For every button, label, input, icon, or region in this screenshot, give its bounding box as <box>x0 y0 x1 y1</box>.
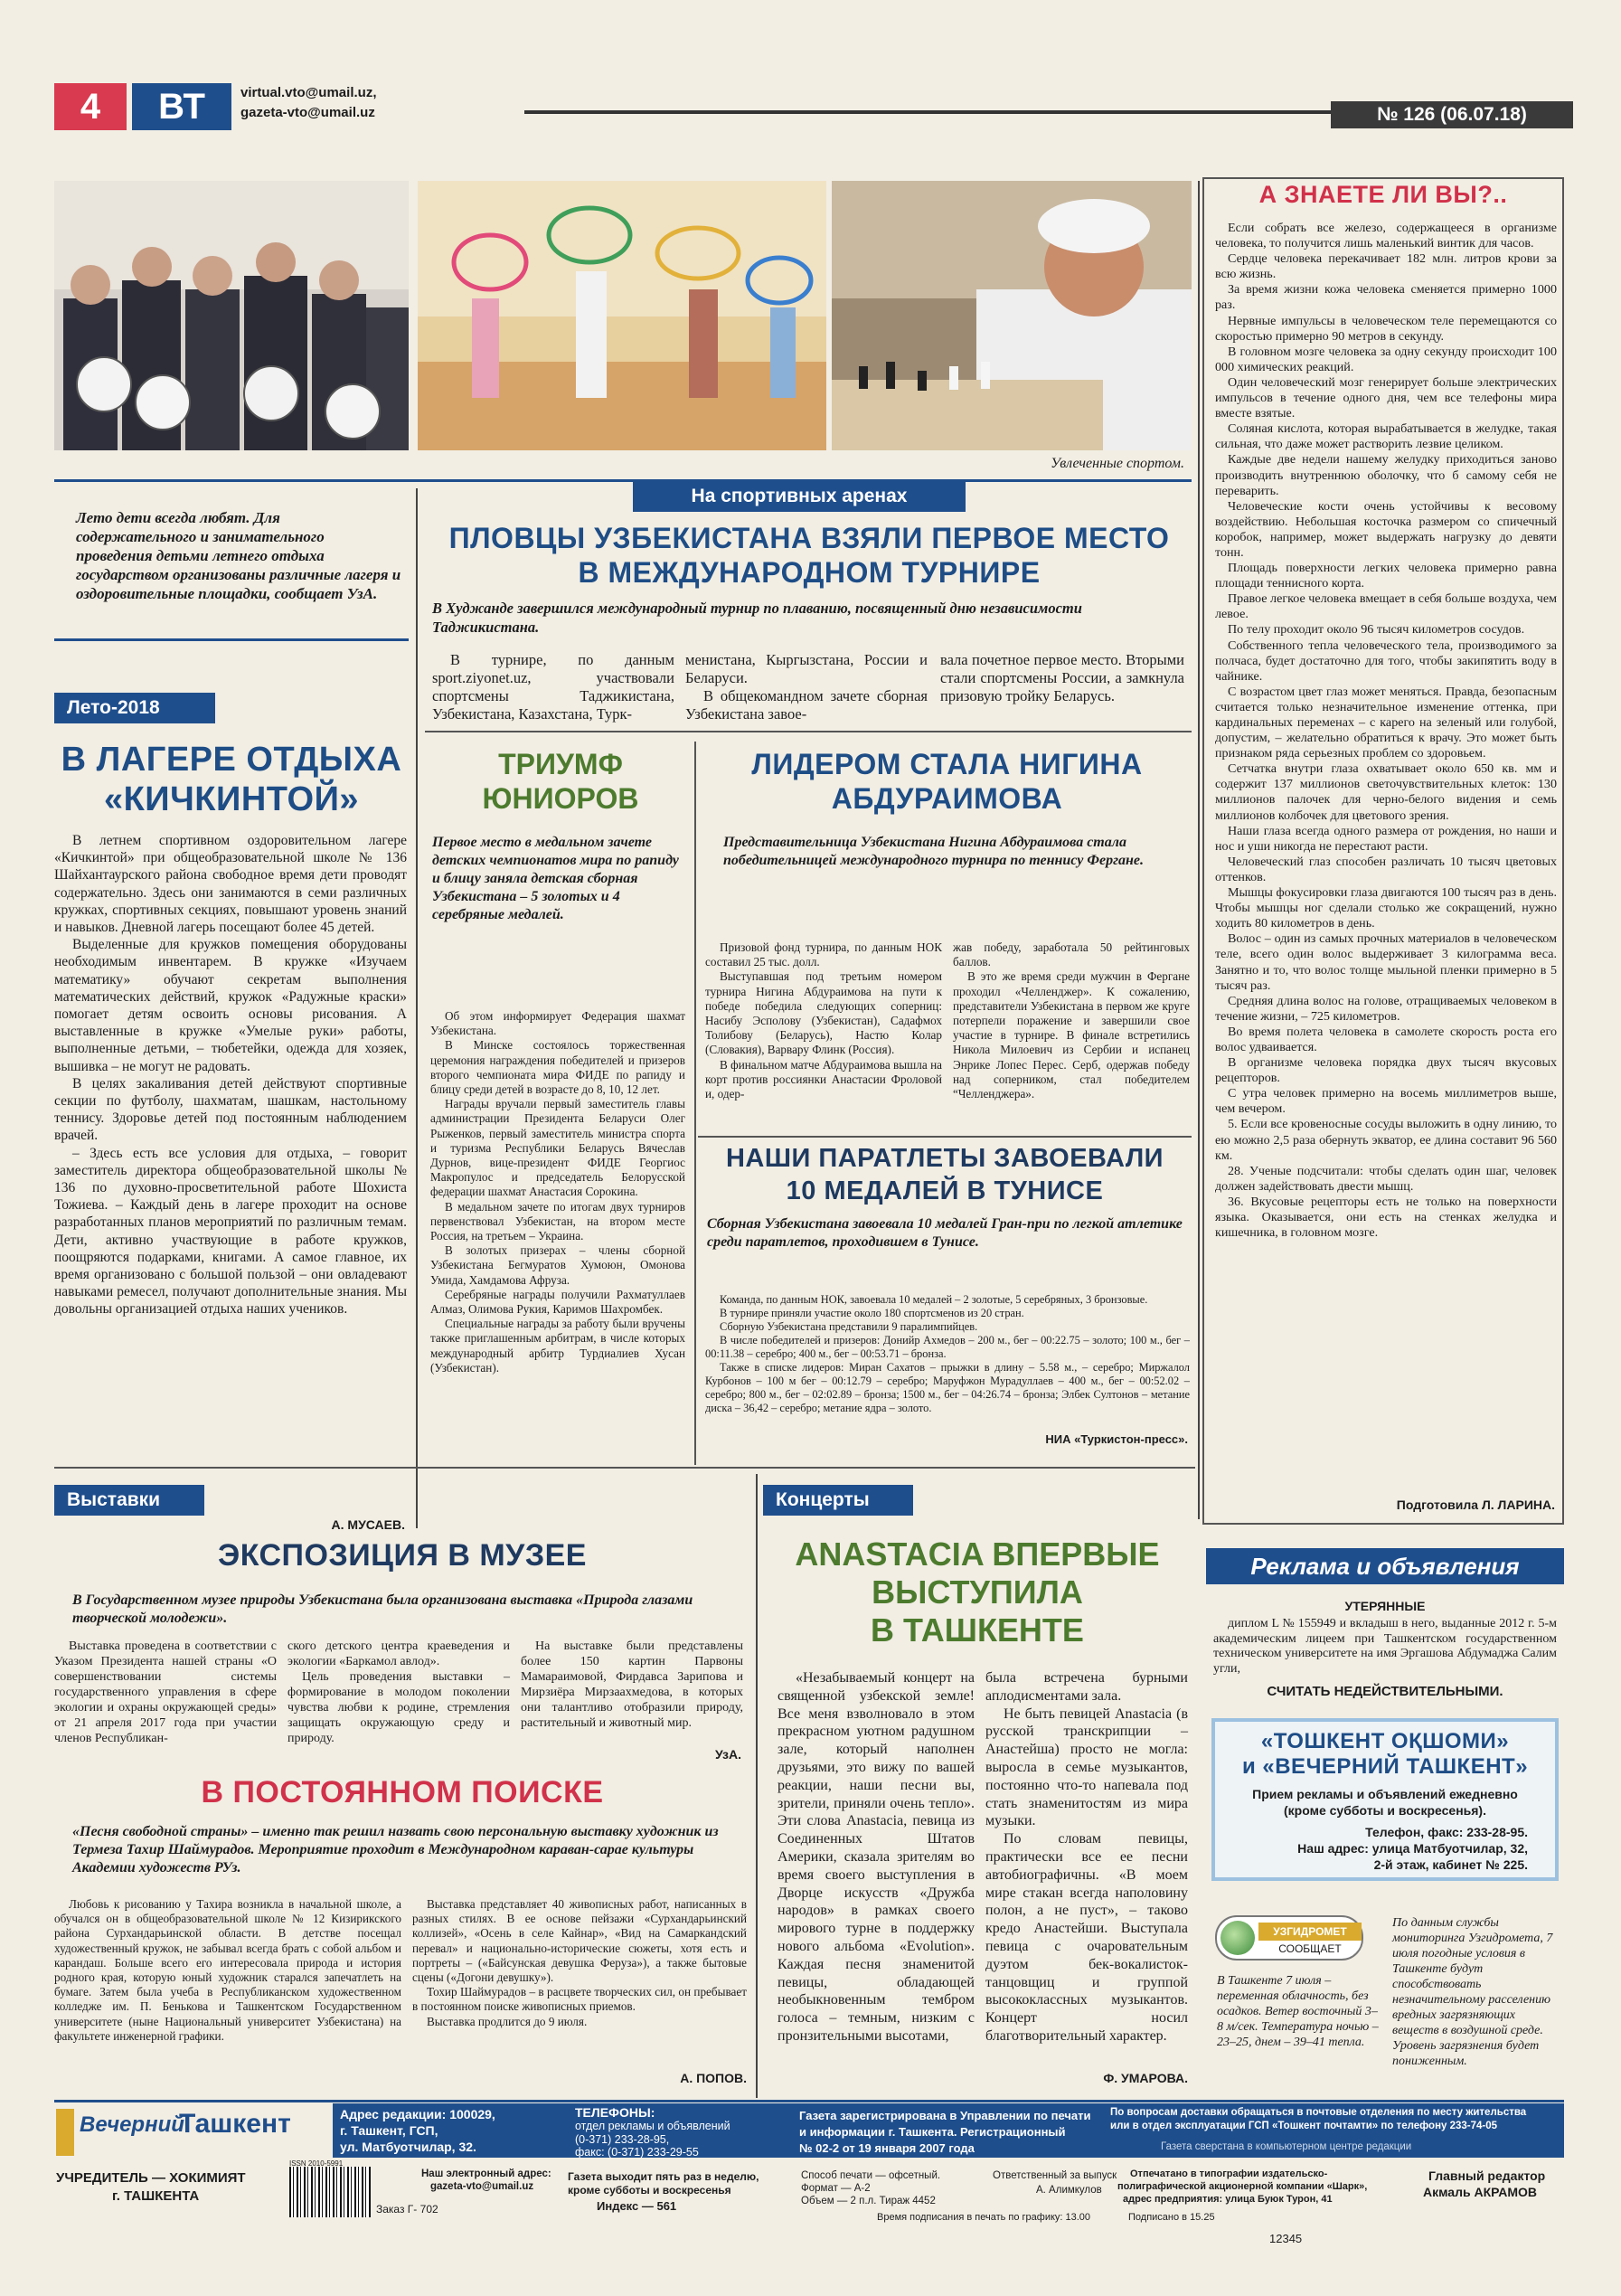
footer-signed-label: Время подписания в печать по графику: 13.00 <box>877 2212 1091 2223</box>
chess-paragraph: В медальном зачете по итогам двух турниров первенствовал Узбекистан, на втором месте Россия, на третьем – Украина. <box>430 1199 685 1243</box>
fact-item: Сетчатка внутри глаза охватывает около 650 кв. мм и содержит 137 миллионов светочувствительных клеток: 130 миллионов палочек для черно-белого видения и семь миллионов колбочек для цветового зрения. <box>1215 761 1557 823</box>
page-header <box>54 80 1573 134</box>
photo-boy-chess <box>832 181 1192 450</box>
camp-paragraph: Выделенные для кружков помещения оборудованы необходимым инвентарем. В кружке «Изучаем математику» обучают секретам выполнения математических действий, кружок «Радужные краски» помогает детям освоить основы рисования. А выставленные в кружке «Умелые руки» работы, выполненные детьми, – тюбетейки, одежда для хозяек, вышивка – не могут не радовать. <box>54 937 407 1074</box>
concert-title-2: ВЫСТУПИЛА <box>872 1573 1083 1611</box>
photo-hula-hoop-gym <box>418 181 826 450</box>
fact-item: За время жизни кожа человека сменяется примерно 1000 раз. <box>1215 282 1557 313</box>
weather-logo-text: УЗГИДРОМЕТ <box>1258 1923 1362 1941</box>
chess-rule <box>694 742 696 1465</box>
fact-item: 36. Вкусовые рецепторы есть не только на поверхности языка. Оказывается, они есть на стенках желудка и кишечника, в головном мозге. <box>1215 1194 1557 1241</box>
search-paragraph: Любовь к рисованию у Тахира возникла в начальной школе, а обучался он в общеобразовательной школе № 12 Кизирикского района Сурхандарьинской области. В детстве посещал художественный кружок, не забывал всегда брать с собой альбом и карандаш. Больше всего его интересовала природа и история родного края, которую юный художник старался запечатлеть на бумаге. Затем была учеба в Республиканском художественном колледже им. П. Бенькова и Ташкентском Государственном университете (ныне Национальный университет Узбекистана) на факультете инженерной графики. <box>54 1897 401 2043</box>
exhibit-title: ЭКСПОЗИЦИЯ В МУЗЕЕ <box>218 1538 587 1573</box>
footer-layout-note: Газета сверстана в компьютерном центре редакции <box>1161 2141 1412 2152</box>
footer-printed-2: полиграфической акционерной компании «Шарк», <box>1117 2181 1368 2192</box>
header-email-1[interactable]: virtual.vto@umail.uz, <box>240 85 377 100</box>
ad-box-line-2: (кроме субботы и воскресенья). <box>1284 1803 1486 1818</box>
chess-lead: Первое место в медальном зачете детских чемпионатов мира по рапиду и блицу заняла детская сборная Узбекистана – 5 золотых и 4 серебряные медалей. <box>432 835 679 922</box>
fact-item: Каждые две недели нашему желудку приходиться заново производить внутреннюю оболочку, что б самому себя не переварить. <box>1215 452 1557 498</box>
tennis-lead: Представительница Узбекистана Нигина Абдураимова стала победительницей международного турнира по теннису Фергане. <box>723 835 1144 868</box>
para-paragraph: В числе победителей и призеров: Донийр Ахмедов – 200 м., бег – 00:22.75 – золото; 100 м., бег – 00:11.38 – серебро; 400 м., бег – 00:53.71 – бронза. <box>705 1334 1190 1360</box>
para-paragraph: В турнире приняли участие около 180 спортсменов из 20 стран. <box>720 1307 1024 1319</box>
tennis-paragraph: В финальном матче Абдураимова вышла на корт против россиянки Анастасии Фроловой и, одер- <box>705 1057 942 1101</box>
fact-item: В головном мозге человека за одну секунду происходит 100 000 химических реакций. <box>1215 344 1557 374</box>
search-paragraph: Выставка продлится до 9 июля. <box>427 2014 588 2028</box>
weather-logo-sub: СООБЩАЕТ <box>1278 1942 1342 1955</box>
fact-item: С утра человек примерно на восемь миллиметров выше, чем вечером. <box>1215 1086 1557 1117</box>
lost-text <box>1213 1617 1557 1677</box>
footer-address-3: ул. Матбуотчилар, 32. <box>340 2140 476 2154</box>
tennis-paragraph: жав победу, заработала 50 рейтинговых баллов. <box>953 940 1190 969</box>
photo-caption: Увлеченные спортом. <box>1051 456 1184 471</box>
exhibit-paragraph: На выставке были представлены более 150 картин Парвоны Мамараимовой, Фирдавса Зарипова и Мирзиёра Мирзаахмедова, в которых они талантливо отобразили природу, растительный и животный мир. <box>521 1639 743 1730</box>
top-rule <box>54 479 1192 482</box>
camp-paragraph: В летнем спортивном оздоровительном лагере «Кичкинтой» при общеобразовательной школе № 136 Шайхантаурского района свободное время дети проводят содержательно. Здесь они занимаются в семи различных кружках, спортивных секциях, повышают уровень знаний и навыков. Дневной лагерь посещают более 45 детей. <box>54 833 407 936</box>
newspaper-logo: ВТ <box>132 83 231 130</box>
swim-lead: В Худжанде завершился международный турнир по плаванию, посвященный дню независимости Таджикистана. <box>432 600 1082 636</box>
search-paragraph: Тохир Шаймурадов – в расцвете творческих сил, он пребывает в постоянном поиске живописных приемов. <box>412 1985 747 2014</box>
lost-title: УТЕРЯННЫЕ <box>1344 1599 1426 1613</box>
mid-rule <box>54 1467 1195 1469</box>
fact-item: С возрастом цвет глаз может меняться. Правда, безопасным считается только незначительное изменение оттенка, при кардинальных переменах – с карего на зеленый или голубой, допустим, – желательно обратиться к врачу. Это может быть признаком ряда серьезных проблем со здоровьем. <box>1215 684 1557 761</box>
footer-founder-1: УЧРЕДИТЕЛЬ — ХОКИМИЯТ <box>56 2170 246 2186</box>
tennis-title-1: ЛИДЕРОМ СТАЛА НИГИНА <box>751 748 1143 780</box>
exhibit-paragraph: Выставка проведена в соответствии с Указом Президента нашей страны «О совершенствовании системы государственного управления в сфере экологии и охраны окружающей среды» от 21 апреля 2017 года при участии членов Республикан- <box>54 1639 277 1745</box>
camp-paragraph: В целях закаливания детей действуют спортивные секции по футболу, шахматам, шашкам, настольному теннису. Здоровье детей под постоянным наблюдением врачей. <box>54 1075 407 1144</box>
footer-logo-line-1: Вечерний <box>80 2112 184 2137</box>
facts-list <box>1215 221 1557 1241</box>
footer-serial: 12345 <box>1269 2232 1303 2245</box>
swim-paragraph: вала почетное первое место. Вторыми стали спортсмены России, а замкнула призовую тройку Беларусь. <box>940 651 1184 704</box>
fact-item: Во время полета человека в самолете скорость роста его волос удваивается. <box>1215 1024 1557 1054</box>
footer-print-2: Формат — А-2 <box>801 2183 871 2194</box>
footer-founder-2: г. ТАШКЕНТА <box>112 2188 200 2204</box>
footer-reg-1: Газета зарегистрирована в Управлении по печати <box>799 2109 1091 2122</box>
chess-title-2: ЮНИОРОВ <box>482 782 639 815</box>
fact-item: Нервные импульсы в человеческом теле перемещаются со скоростью примерно 90 метров в секунду. <box>1215 313 1557 344</box>
swim-paragraph: В турнире, по данным sport.ziyonet.uz, участвовали спортсмены Таджикистана, Узбекистана, Казахстана, Турк- <box>432 651 674 723</box>
footer-delivery-1: По вопросам доставки обращаться в почтовые отделения по месту жительства <box>1110 2107 1527 2118</box>
fact-item: Сердце человека перекачивает 182 млн. литров крови за всю жизнь. <box>1215 251 1557 282</box>
weather-text-left: В Ташкенте 7 июля – переменная облачность, без осадков. Ветер восточный 3–8 м/сек. Температура ночью – 23–25, днем – 39–41 тепла. <box>1217 1974 1379 2049</box>
ad-box-title-2: и «ВЕЧЕРНИЙ ТАШКЕНТ» <box>1241 1754 1529 1779</box>
footer-signed-value: Подписано в 15.25 <box>1128 2212 1215 2223</box>
footer-index: Индекс — 561 <box>597 2199 677 2213</box>
para-signature: НИА «Туркистон-пресс». <box>1045 1432 1188 1446</box>
weather-text-right: По данным службы мониторинга Узгидромета, 7 июля погодные условия в Ташкенте будут способствовать незначительному расселению вредных загрязняющих веществ в воздушной среде. Уровень загрязнения будет пониженным. <box>1392 1916 1553 2068</box>
fact-item: Соляная кислота, которая вырабатывается в желудке, такая сильная, что даже может растворить лезвие целиком. <box>1215 421 1557 452</box>
chess-title-1: ТРИУМФ <box>498 748 623 780</box>
tennis-title-2: АБДУРАИМОВА <box>831 782 1063 815</box>
footer-tel-1: отдел рекламы и объявлений <box>575 2120 730 2132</box>
search-title: В ПОСТОЯННОМ ПОИСКЕ <box>201 1775 604 1809</box>
fact-item: По телу проходит около 96 тысяч километров сосудов. <box>1228 622 1525 638</box>
facts-signature: Подготовила Л. ЛАРИНА. <box>1396 1498 1555 1512</box>
concert-rubric: Концерты <box>763 1485 913 1516</box>
footer-reg-2: и информации г. Ташкента. Регистрационный <box>799 2125 1066 2139</box>
barcode-issn: ISSN 2010-5991 <box>289 2159 344 2168</box>
fact-item: Человеческий глаз способен различать 10 тысяч цветовых оттенков. <box>1215 854 1557 884</box>
tennis-col-1 <box>705 940 942 1101</box>
ad-box-line-1: Прием рекламы и объявлений ежедневно <box>1252 1787 1518 1801</box>
concert-col-1 <box>778 1669 975 2046</box>
intro-text: Лето дети всегда любят. Для содержательного и занимательного проведения детьми летнего отдыха государством организованы различные лагеря и оздоровительные площадки, сообщает УзА. <box>76 509 401 602</box>
fact-item: Один человеческий мозг генерирует больше электрических импульсов в течение одного дня, чем все телефоны мира вместе взятые. <box>1215 374 1557 421</box>
para-paragraph: Также в списке лидеров: Миран Сахатов – прыжки в длину – 5.58 м., – серебро; Миржалол Курбонов – 100 м бег – 00:12.79 – серебро; Маруфжон Мурадуллаев – 400 м., бег – 00:52.02 – серебро; 800 м., бег – 02:02.89 – бронза; 1500 м., бег – 04:26.74 – бронза; Элбек Султонов – метание диска – 36,42 – серебро; метание ядра – золото. <box>705 1361 1190 1414</box>
ads-header: Реклама и объявления <box>1206 1548 1564 1584</box>
exhibit-rubric: Выставки <box>54 1485 204 1516</box>
tennis-col-2 <box>953 940 1190 1101</box>
concert-signature: Ф. УМАРОВА. <box>1103 2071 1188 2085</box>
concert-col-2 <box>985 1669 1188 2046</box>
header-email-2[interactable]: gazeta-vto@umail.uz <box>240 105 375 120</box>
issue-number: № 126 (06.07.18) <box>1331 101 1573 128</box>
swim-paragraph: менистана, Кыргызстана, России и Беларуси. <box>685 651 928 686</box>
search-col-2 <box>412 1897 747 2029</box>
camp-signature: А. МУСАЕВ. <box>331 1517 405 1532</box>
fact-item: В организме человека порядка двух тысяч вкусовых рецепторов. <box>1215 1055 1557 1086</box>
footer-rule <box>54 2100 1564 2102</box>
footer-logo <box>56 2105 327 2159</box>
para-paragraph: Команда, по данным НОК, завоевала 10 медалей – 2 золотые, 5 серебряных, 3 бронзовые. <box>720 1293 1148 1306</box>
concert-paragraph: Не быть певицей Anastacia (в русской транскрипции – Анастейша) просто не могла: выросла в семье музыкантов, постоянно что-то напевала под стать знаменитостям из мира музыки. <box>985 1705 1188 1829</box>
footer-print-1: Способ печати — офсетный. <box>801 2170 941 2181</box>
ad-box-address-2: 2-й этаж, кабинет № 225. <box>1373 1857 1528 1872</box>
fact-item: Волос – один из самых прочных материалов в человеческом теле, всего один волос выдерживает 3 килограмма веса. Занятно и то, что волос толще мыльной пленки примерно в 5 тысяч раз. <box>1215 931 1557 993</box>
swim-title-2: В МЕЖДУНАРОДНОМ ТУРНИРЕ <box>578 556 1041 589</box>
ad-box-phone: Телефон, факс: 233-28-95. <box>1365 1825 1528 1839</box>
chess-paragraph: Специальные награды за работу были вручены также приглашенным арбитрам, в числе которых международный арбитр Турдиалиев Хусан (Узбекистан). <box>430 1317 685 1375</box>
swim-col-3 <box>940 651 1184 705</box>
exhibit-lead: В Государственном музее природы Узбекистана была организована выставка «Природа глазами творческой молодежи». <box>72 1592 693 1626</box>
concert-paragraph: была встречена бурными аплодисментами зала. <box>985 1670 1188 1704</box>
fact-item: 5. Если все кровеносные сосуды выложить в одну линию, то ею можно 2,5 раза обернуть экватор, ее длина составит 96 560 км. <box>1215 1117 1557 1163</box>
swim-col-1 <box>432 651 674 723</box>
footer-address-1: Адрес редакции: 100029, <box>340 2107 495 2121</box>
footer-responsible-label: Ответственный за выпуск <box>993 2170 1117 2181</box>
search-lead: «Песня свободной страны» – именно так решил назвать свою персональную выставку художник из Термеза Тахир Шаймурадов. Мероприятие проходит в Международном караван-сарае культуры Академии художеств РУз. <box>72 1824 719 1876</box>
fact-item: Если собрать все железо, содержащееся в организме человека, то получится лишь маленький винтик для часов. <box>1215 221 1557 251</box>
exhibit-signature: УзА. <box>715 1747 741 1762</box>
column-rule-right <box>1198 181 1200 1519</box>
chess-paragraph: В Минске состоялось торжественная церемония награждения победителей и призеров второго чемпионата мира ФИДЕ по рапиду и блицу среди детей в возрасте до 8, 10, 12 лет. <box>430 1038 685 1097</box>
exhibit-col-1 <box>54 1639 277 1746</box>
para-title-2: 10 МЕДАЛЕЙ В ТУНИСЕ <box>786 1176 1104 1205</box>
header-rule <box>524 110 1383 114</box>
exhibit-col-2 <box>287 1639 510 1746</box>
footer-tel-2: (0-371) 233-28-95, <box>575 2133 670 2146</box>
fact-item: Средняя длина волос на голове, отращиваемых человеком в течение жизни, – 725 километров. <box>1215 993 1557 1024</box>
para-paragraph: Сборную Узбекистана представили 9 паралимпийцев. <box>720 1320 978 1333</box>
fact-item: Правое легкое человека вмещает в себя больше воздуха, чем левое. <box>1215 591 1557 622</box>
para-title-1: НАШИ ПАРАТЛЕТЫ ЗАВОЕВАЛИ <box>725 1144 1164 1173</box>
camp-title-2: «КИЧКИНТОЙ» <box>103 780 360 818</box>
fact-item: Наши глаза всегда одного размера от рождения, но наши и нос и уши никогда не перестают расти. <box>1215 823 1557 854</box>
concert-paragraph: По словам певицы, практически все ее песни автобиографичны. «В моем мире стакан всегда наполовину полон, а не пуст», – таково кредо Анастейши. Выступала певица с очаровательным дуэтом бек-вокалисток-танцовщиц и группой высококлассных музыкантов. Концерт носил благотворительный характер. <box>985 1831 1188 2044</box>
search-paragraph: Выставка представляет 40 живописных работ, написанных в разных стилях. В ее основе пейзажи «Сурхандарьинский коллизей», «Осень в селе Кайнар», «Вид на Самаркандский перевал» и национально-исторические сюжеты, хотя есть и портреты – («Байсунская девушка Феруза»), а также бытовые сцены («Догони девушку»). <box>412 1897 747 1985</box>
facts-title: А ЗНАЕТЕ ЛИ ВЫ?.. <box>1258 181 1508 208</box>
chess-body <box>430 1009 685 1375</box>
para-body <box>705 1293 1190 1415</box>
exhibit-paragraph: ского детского центра краеведения и экологии «Баркамол авлод». <box>287 1639 510 1668</box>
camp-paragraph: – Здесь есть все условия для отдыха, – говорит заместитель директора общеобразовательной школы № 136 по духовно-просветительной работе Шохиста Тожиева. – Каждый день в лагере проходит на основе разработанных планов мероприятий по различным темам. Дети, активно участвующие в работе кружков, поощряются подарками, книгами. А самое главное, их время организовано с большой пользой – они овладевают навыками ремесел, получают дополнительные знания. Мы довольны организацией отдыха наших учеников. <box>54 1145 407 1318</box>
footer-editor-label: Главный редактор <box>1428 2168 1546 2183</box>
tennis-paragraph: В это же время среди мужчин в Фергане проходил «Челленджер». К сожалению, представители Узбекистана в первом же круге потерпели поражение и завершили свое участие в турнире. В финале встретились Никола Милоевич из Сербии и испанец Энрике Лопес Перес. Серб, одержав победу над соперником, стал победителем “Челленджера». <box>953 969 1190 1101</box>
concert-title-3: В ТАШКЕНТЕ <box>871 1611 1084 1649</box>
chess-paragraph: Награды вручали первый заместитель главы администрации Президента Беларуси Олег Рыженков, первый заместитель министра спорта и туризма Республики Беларусь Вячеслав Дурнов, вице-президент ФИДЕ Георгиос Макропулос и председатель Белорусской федерации шахмат Анастасия Сорокина. <box>430 1097 685 1199</box>
footer-address-2: г. Ташкент, ГСП, <box>340 2123 438 2138</box>
weather-globe-icon <box>1220 1921 1255 1955</box>
ad-box-title-1: «ТОШКЕНТ ОҚШОМИ» <box>1260 1729 1510 1753</box>
ad-box-address-1: Наш адрес: улица Матбуотчилар, 32, <box>1297 1841 1528 1856</box>
tennis-paragraph: Выступавшая под третьим номером турнира Нигина Абдураимова на пути к победе победила следующих соперниц: Насибу Эсполову (Узбекистан), Садафмох Толибову (Беларусь), Настю Колар (Словакия), Варвару Флинк (Россия). <box>705 969 942 1057</box>
tennis-paragraph: Призовой фонд турнира, по данным НОК составил 25 тыс. долл. <box>705 940 942 969</box>
fact-item: Человеческие кости очень устойчивы к весовому воздействию. Небольшая косточка размером со спичечный коробок, например, может выдержать нагрузку до девяти тонн. <box>1215 498 1557 560</box>
concert-title-1: ANASTACIA ВПЕРВЫЕ <box>795 1535 1160 1573</box>
fact-item: Собственного тепла человеческого тела, производимого за полчаса, будет достаточно для того, чтобы закипятить воду в чайнике. <box>1215 638 1557 684</box>
camp-title-1: В ЛАГЕРЕ ОТДЫХА <box>61 741 402 779</box>
exhibit-paragraph: Цель проведения выставки – формирование в молодом поколении чувства любви к родине, стремления защищать окружающую среду и природу. <box>287 1670 510 1745</box>
column-rule-bottom <box>756 1474 758 2098</box>
sports-rubric: На спортивных аренах <box>633 481 966 512</box>
chess-paragraph: В золотых призерах – члены сборной Узбекистана Бегмуратов Хумоюн, Омонова Умида, Хамдамова Афруза. <box>430 1243 685 1287</box>
lost-text-paragraph: диплом L № 155949 и вкладыш в него, выданные 2012 г. 5-м академическим лицеем при Ташкентском государственном техническом университете на имя Эргашова Абдумаджа Салим угли, <box>1213 1617 1557 1676</box>
footer-editor-name: Акмаль АКРАМОВ <box>1423 2185 1537 2199</box>
footer-emails-label: Наш электронный адрес: <box>421 2168 551 2179</box>
footer-responsible-name: А. Алимкулов <box>1036 2185 1102 2196</box>
column-rule-left <box>416 488 418 1528</box>
intro-rule <box>54 638 409 641</box>
footer-reg-3: № 02-2 от 19 января 2007 года <box>799 2141 975 2155</box>
footer-tel-label: ТЕЛЕФОНЫ: <box>575 2105 655 2120</box>
footer-logo-emblem <box>56 2109 74 2156</box>
swim-col-2 <box>685 651 928 723</box>
photo-children-with-balls <box>54 181 409 450</box>
fact-item: Площадь поверхности легких человека примерно равна площади теннисного корта. <box>1215 561 1557 591</box>
search-signature: А. ПОПОВ. <box>680 2071 747 2085</box>
barcode <box>289 2167 371 2217</box>
fact-item: 28. Ученые подсчитали: чтобы сделать один шаг, человек должен задействовать двести мышц. <box>1215 1163 1557 1194</box>
tennis-rule <box>698 1136 1192 1138</box>
sports-rule <box>425 731 1192 732</box>
footer-printed-3: адрес предприятия: улица Буюк Турон, 41 <box>1123 2194 1333 2205</box>
fact-item: Мышцы фокусировки глаза двигаются 100 тысяч раз в день. Чтобы мышцы ног сделали столько же сокращений, нужно ходить 80 километров в день. <box>1215 885 1557 931</box>
weather-logo <box>1215 1915 1363 1961</box>
footer-print-3: Объем — 2 п.л. Тираж 4452 <box>801 2196 936 2206</box>
concert-paragraph: «Незабываемый концерт на священной узбекской земле! Все меня взволновало в этом прекрасном уютном радушном зале, который наполнен друзьями, это вижу по вашей реакции, наши песни вы, зрители, приняли очень тепло». Эти слова Anastacia, певица из Соединенных Штатов Америки, сказала зрителям во время своего выступления в Дворце искусств «Дружба народов» в рамках своего мирового турне в поддержку нового альбома «Evolution». Каждая песня знаменитой певицы, обладающей необыкновенным тембром голоса – темным, низким с пронзительными высотами, <box>778 1670 975 2044</box>
footer-schedule-2: кроме субботы и воскресенья <box>568 2184 731 2197</box>
footer-order: Заказ Г- 702 <box>376 2203 438 2216</box>
swim-paragraph: В общекомандном зачете сборная Узбекистана завое- <box>685 687 928 723</box>
chess-paragraph: Об этом информирует Федерация шахмат Узбекистана. <box>430 1009 685 1038</box>
footer-delivery-2: или в отдел эксплуатации ГСП «Тошкент почтамти» по телефону 233-74-05 <box>1110 2121 1498 2131</box>
photo-credit: Фото <box>1161 434 1186 447</box>
chess-paragraph: Серебряные награды получили Рахматуллаев Алмаз, Олимова Рукия, Каримов Шахромбек. <box>430 1287 685 1317</box>
lost-footer: СЧИТАТЬ НЕДЕЙСТВИТЕЛЬНЫМИ. <box>1267 1684 1503 1699</box>
page-number: 4 <box>54 83 127 130</box>
footer-emails[interactable]: gazeta-vto@umail.uz <box>430 2181 534 2192</box>
exhibit-col-3 <box>521 1639 743 1731</box>
footer-schedule-1: Газета выходит пять раз в неделю, <box>568 2170 759 2183</box>
camp-rubric: Лето-2018 <box>54 693 215 723</box>
swim-title-1: ПЛОВЦЫ УЗБЕКИСТАНА ВЗЯЛИ ПЕРВОЕ МЕСТО <box>448 522 1170 554</box>
footer-printed-1: Отпечатано в типографии издательско- <box>1130 2168 1328 2179</box>
camp-body <box>54 832 407 1318</box>
footer-logo-line-2: Ташкент <box>179 2109 291 2139</box>
search-col-1 <box>54 1897 401 2044</box>
footer-tel-3: факс: (0-371) 233-29-55 <box>575 2146 699 2159</box>
para-lead: Сборная Узбекистана завоевала 10 медалей Гран-при по легкой атлетике среди паратлетов, проходившем в Тунисе. <box>707 1216 1183 1250</box>
